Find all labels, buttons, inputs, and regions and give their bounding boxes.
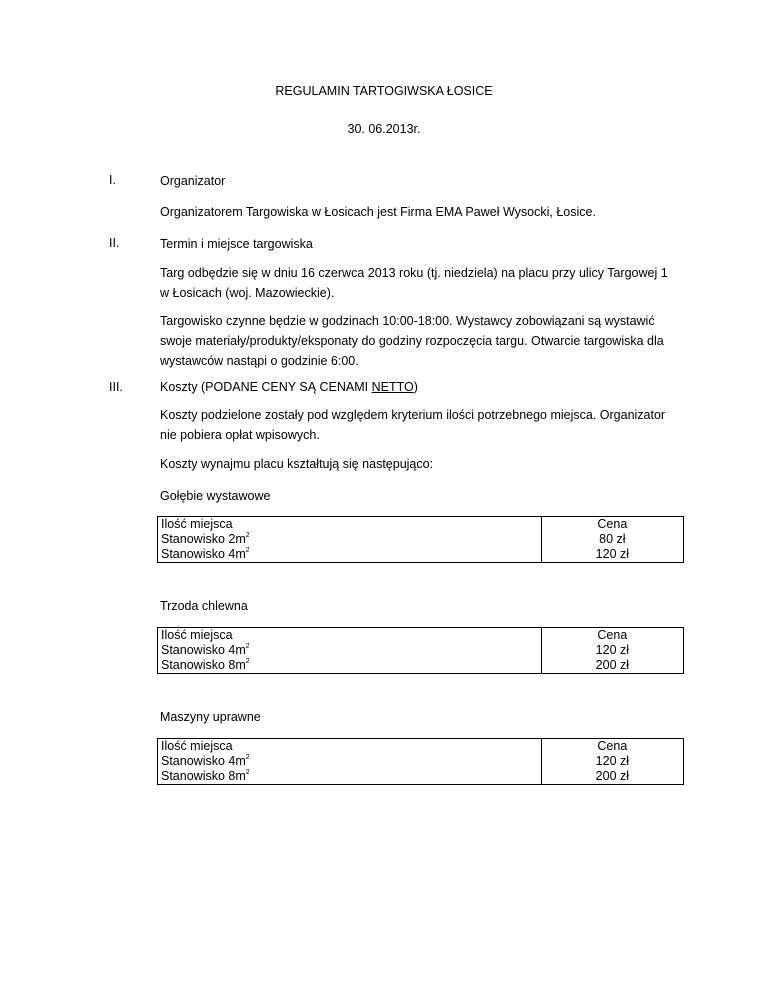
row-label: Stanowisko $4m^2$: [161, 754, 250, 768]
section-2-paragraph-1: Targ odbędzie się w dniu 16 czerwca 2013 roku (tj. niedziela) na placu przy ulicy Targowej 1 w Łosicach (woj. Mazowieckie).: [160, 266, 668, 300]
table-row: [158, 517, 684, 563]
row-label: Stanowisko $4m^2$: [161, 643, 250, 657]
col1-header: Ilość miejsca: [161, 628, 233, 642]
section-3-heading: [160, 377, 680, 397]
section-2-number: II.: [109, 236, 120, 250]
table-cell-price: [541, 628, 683, 674]
section-2-heading: Termin i miejsce targowiska: [160, 237, 313, 251]
row-price: 200 zł: [595, 658, 630, 672]
category-3-price-table: [157, 738, 684, 785]
category-1-price-table: [157, 516, 684, 563]
col2-header: Cena: [597, 628, 628, 642]
row-label: Stanowisko $8m^2$: [161, 658, 250, 672]
section-3-paragraph-1: Koszty podzielone zostały pod względem kryterium ilości potrzebnego miejsca. Organizator nie pobiera opłat wpisowych.: [160, 408, 666, 442]
table-cell-price: [541, 739, 683, 785]
document-date: 30. 06.2013r.: [347, 122, 421, 136]
table-cell-price: [541, 517, 683, 563]
section-1-paragraph-1: Organizatorem Targowiska w Łosicach jest Firma EMA Paweł Wysocki, Łosice.: [160, 205, 596, 219]
row-label: Stanowisko $8m^2$: [161, 769, 250, 783]
col2-header: Cena: [597, 739, 628, 753]
category-1-name: Gołębie wystawowe: [160, 489, 271, 503]
section-1-number: I.: [109, 173, 116, 187]
section-3-number: III.: [109, 380, 123, 394]
category-3-name: Maszyny uprawne: [160, 710, 261, 724]
document-title: REGULAMIN TARTOGIWSKA ŁOSICE: [275, 84, 493, 98]
row-price: 200 zł: [595, 769, 630, 783]
row-price: 120 zł: [595, 643, 630, 657]
section-3-paragraph-2: Koszty wynajmu placu kształtują się następująco:: [160, 457, 434, 471]
table-row: [158, 628, 684, 674]
table-cell-places: [158, 628, 542, 674]
category-2-price-table: [157, 627, 684, 674]
section-3-heading-end: ): [413, 380, 418, 394]
section-1-heading: Organizator: [160, 174, 226, 188]
section-2-paragraph-2: Targowisko czynne będzie w godzinach 10:00-18:00. Wystawcy zobowiązani są wystawić swoje materiały/produkty/eksponaty do godziny rozpoczęcia targu. Otwarcie targowiska dla wystawców nastąpi o godzinie 6:00.: [160, 314, 664, 368]
table-row: [158, 739, 684, 785]
table-cell-places: [158, 517, 542, 563]
row-price: 120 zł: [595, 547, 630, 561]
row-label: Stanowisko $2m^2$: [161, 532, 250, 546]
col1-header: Ilość miejsca: [161, 739, 233, 753]
row-label: Stanowisko $4m^2$: [161, 547, 250, 561]
col2-header: Cena: [597, 517, 628, 531]
row-price: 120 zł: [595, 754, 630, 768]
col1-header: Ilość miejsca: [161, 517, 233, 531]
table-cell-places: [158, 739, 542, 785]
category-2-name: Trzoda chlewna: [160, 599, 248, 613]
section-3-heading-netto: NETTO: [371, 380, 414, 394]
row-price: 80 zł: [599, 532, 626, 546]
section-3-heading-text: Koszty (PODANE CENY SĄ CENAMI: [160, 380, 372, 394]
